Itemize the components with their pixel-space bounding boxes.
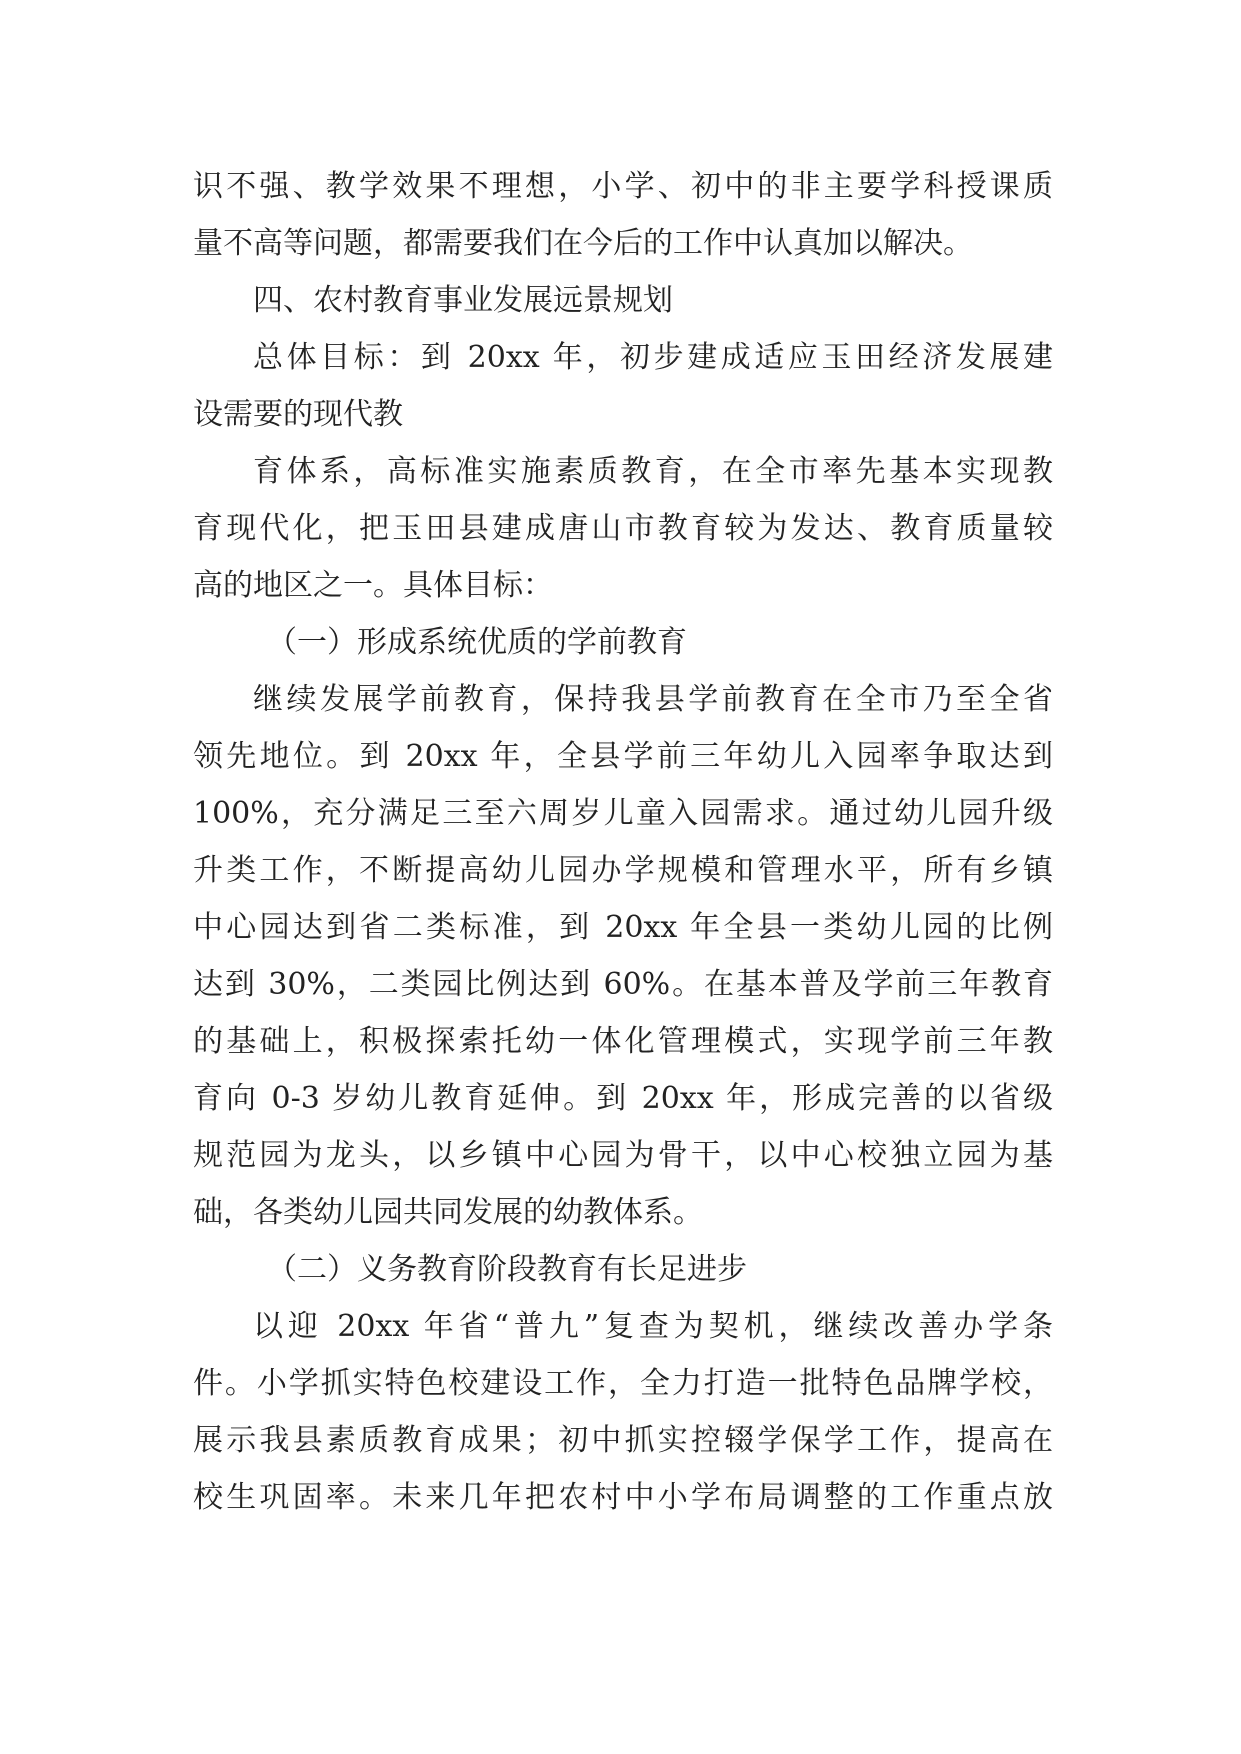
text-line: 领先地位。到 20xx 年，全县学前三年幼儿入园率争取达到 xyxy=(193,739,1053,774)
text-line: 量不高等问题，都需要我们在今后的工作中认真加以解决。 xyxy=(193,226,973,261)
body-text xyxy=(193,158,1053,1526)
text-line: 升类工作，不断提高幼儿园办学规模和管理水平，所有乡镇 xyxy=(193,853,1053,888)
section-heading: 四、农村教育事业发展远景规划 xyxy=(253,283,673,318)
text-line: 100%，充分满足三至六周岁儿童入园需求。通过幼儿园升级 xyxy=(193,796,1053,831)
text-line: 件。小学抓实特色校建设工作，全力打造一批特色品牌学校， xyxy=(193,1366,1053,1401)
text-line: 展示我县素质教育成果；初中抓实控辍学保学工作，提高在 xyxy=(193,1423,1053,1458)
text-line: 校生巩固率。未来几年把农村中小学布局调整的工作重点放 xyxy=(193,1480,1053,1515)
text-line: 的基础上，积极探索托幼一体化管理模式，实现学前三年教 xyxy=(193,1024,1053,1059)
text-line: 础，各类幼儿园共同发展的幼教体系。 xyxy=(193,1195,703,1230)
text-line: 识不强、教学效果不理想，小学、初中的非主要学科授课质 xyxy=(193,169,1053,204)
text-line: 总体目标：到 20xx 年，初步建成适应玉田经济发展建 xyxy=(253,340,1053,375)
text-line: 以迎 20xx 年省“普九”复查为契机，继续改善办学条 xyxy=(253,1309,1053,1344)
text-line: 育体系，高标准实施素质教育，在全市率先基本实现教 xyxy=(253,454,1053,489)
text-line: 中心园达到省二类标准，到 20xx 年全县一类幼儿园的比例 xyxy=(193,910,1053,945)
text-line: 继续发展学前教育，保持我县学前教育在全市乃至全省 xyxy=(253,682,1053,717)
subsection-heading: （二）义务教育阶段教育有长足进步 xyxy=(267,1252,747,1287)
text-line: 育向 0-3 岁幼儿教育延伸。到 20xx 年，形成完善的以省级 xyxy=(193,1081,1053,1116)
text-line: 设需要的现代教 xyxy=(193,397,403,432)
text-line: 达到 30%，二类园比例达到 60%。在基本普及学前三年教育 xyxy=(193,967,1053,1002)
text-line: 规范园为龙头，以乡镇中心园为骨干，以中心校独立园为基 xyxy=(193,1138,1053,1173)
text-line: 高的地区之一。具体目标： xyxy=(193,568,553,603)
subsection-heading: （一）形成系统优质的学前教育 xyxy=(267,625,687,660)
text-line: 育现代化，把玉田县建成唐山市教育较为发达、教育质量较 xyxy=(193,511,1053,546)
